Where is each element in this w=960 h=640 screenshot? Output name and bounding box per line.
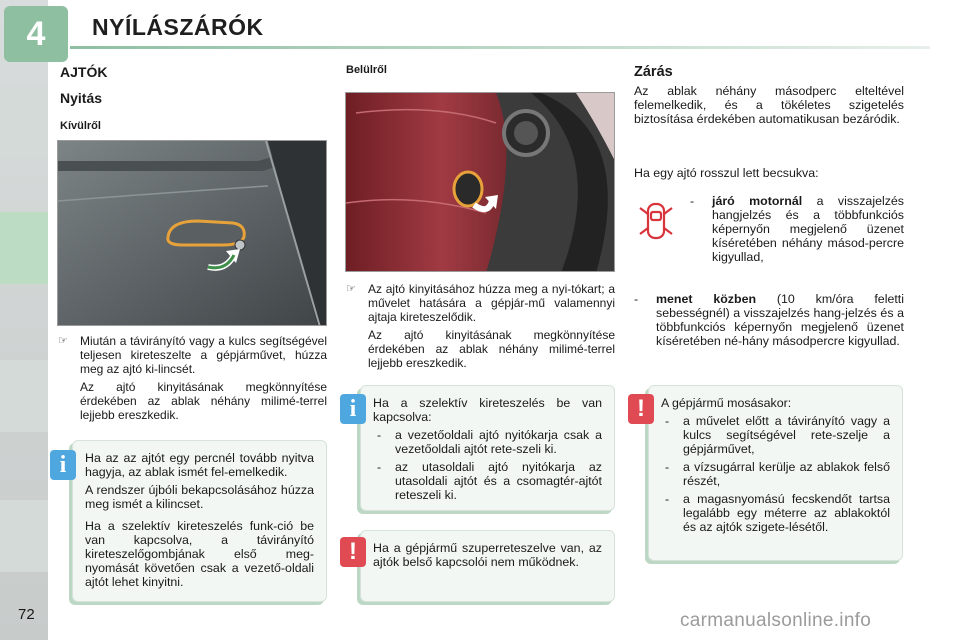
chapter-title: NYÍLÁSZÁRÓK <box>92 14 264 40</box>
info-text: A rendszer újbóli bekapcsolásához húzza meg ismét a kilincset. <box>85 483 314 511</box>
info-icon: i <box>340 394 366 424</box>
right-warning-box <box>648 385 903 561</box>
closing-text: Az ablak néhány másodperc elteltével felemelkedik, és a tökéletes szigetelés biztosítása érdekében automatikusan bezáródik. <box>634 84 904 126</box>
interior-door-handle-photo <box>345 92 615 272</box>
side-tab-active <box>0 212 48 284</box>
inside-bullet-text: Az ajtó kinyitásához húzza meg a nyi-tókart; a művelet hatására a gépjár-mű valamennyi ajtaja kireteszelődik. <box>368 282 615 324</box>
door-open-warning-icon <box>636 200 676 242</box>
inside-instructions <box>346 282 615 370</box>
side-tab <box>0 360 48 432</box>
list-item: - az utasoldali ajtó nyitókarja az utasoldali ajtót és a csomagtér-ajtót reteszeli ki. <box>377 460 602 502</box>
closing-heading: Zárás <box>634 64 673 80</box>
page-number: 72 <box>18 606 35 623</box>
warning-text: Ha a gépjármű szuperreteszelve van, az ajtók belső kapcsolói nem működnek. <box>373 541 602 569</box>
list-item-driving: - menet közben (10 km/óra feletti sebességnél) a visszajelzés hang-jelzés és a többfunkciós képernyőn megjelenő üzenet kíséretében né-hány másodpercre kigyullad. <box>634 292 904 348</box>
side-tab <box>0 86 48 158</box>
list-item-engine-running: - járó motornál a visszajelzés hangjelzés és a többfunkciós képernyőn megjelenő üzenet kíséretében néhány másod-percre kigyullad, <box>690 194 904 264</box>
hand-pointer-icon: ☞ <box>58 335 68 347</box>
chapter-number: 4 <box>4 6 68 62</box>
keyword: járó motornál <box>712 194 803 208</box>
warning-icon: ! <box>628 394 654 424</box>
list-item: - a magasnyomású fecskendőt tartsa legalább egy méterre az ablakoktól és az ajtók szigete-lésétől. <box>665 492 890 534</box>
outside-heading: Kívülről <box>60 120 101 132</box>
outside-bullet-note: Az ajtó kinyitásának megkönnyítése érdekében az ablak néhány milimé-terrel lejjebb ereszkedik. <box>80 380 327 422</box>
watermark: carmanualsonline.info <box>680 610 872 631</box>
inside-heading: Belülről <box>346 64 387 76</box>
list-item: - a művelet előtt a távirányító vagy a kulcs segítségével rete-szelje a gépjárművet, <box>665 414 890 456</box>
list-item: - a vízsugárral kerülje az ablakok felső részét, <box>665 460 890 488</box>
warning-icon: ! <box>340 537 366 567</box>
middle-warning-box <box>360 530 615 602</box>
side-tab <box>0 500 48 572</box>
info-icon: i <box>50 450 76 480</box>
warning-text: A gépjármű mosásakor: <box>661 396 792 410</box>
section-title: AJTÓK <box>60 64 108 80</box>
info-text: Ha a szelektív kireteszelés be van kapcsolva: <box>373 396 602 424</box>
inside-bullet-note: Az ajtó kinyitásának megkönnyítése érdekében az ablak néhány milimé-terrel lejjebb ereszkedik. <box>368 328 615 370</box>
interior-handle-icon <box>454 172 482 206</box>
exterior-door-handle-photo <box>57 140 327 326</box>
outside-instructions <box>58 334 327 422</box>
middle-info-box <box>360 385 615 511</box>
door-ajar-text: Ha egy ajtó rosszul lett becsukva: <box>634 166 819 180</box>
header-divider <box>70 46 930 49</box>
keyword: menet közben <box>656 292 757 306</box>
info-text: Ha a szelektív kireteszelés funk-ció be van kapcsolva, a távirányító kireteszelőgombjának első meg-nyomását követően csak a vezető-oldali ajtót lehet kinyitni. <box>85 519 314 589</box>
subsection-title: Nyitás <box>60 90 103 106</box>
hand-pointer-icon: ☞ <box>346 283 356 295</box>
left-info-box <box>72 440 327 602</box>
list-item: - a vezetőoldali ajtó nyitókarja csak a vezetőoldali ajtót rete-szeli ki. <box>377 428 602 456</box>
outside-bullet-text: Miután a távirányító vagy a kulcs segítségével teljesen kireteszelte a gépjárművet, húzza meg az ajtó ki-lincsét. <box>80 334 327 376</box>
info-text: Ha az az ajtót egy percnél tovább nyitva hagyja, az ablak ismét fel-emelkedik. <box>85 451 314 479</box>
